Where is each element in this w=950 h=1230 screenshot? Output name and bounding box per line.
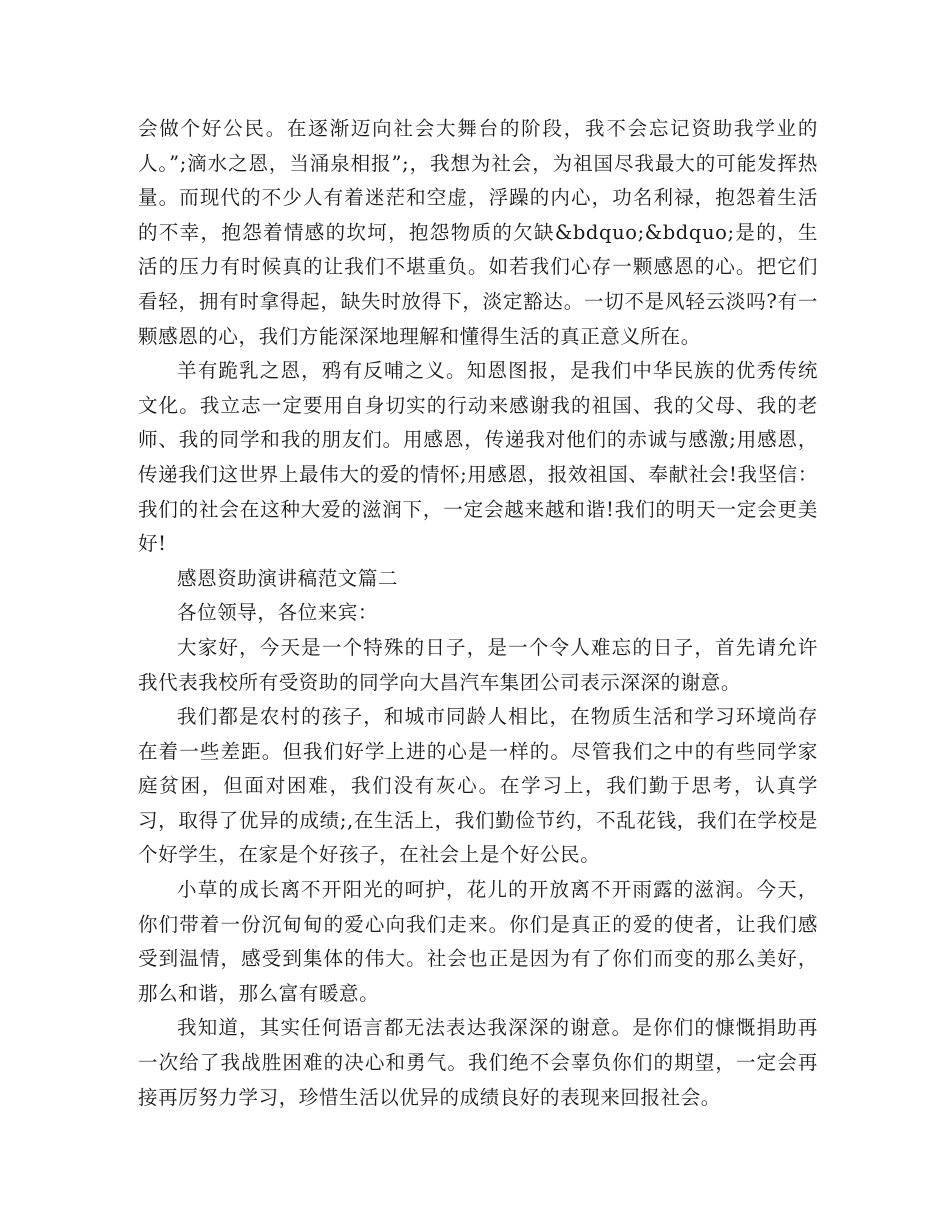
paragraph-greeting: 大家好，今天是一个特殊的日子，是一个令人难忘的日子，首先请允许我代表我校所有受资助的同学向大昌汽车集团公司表示深深的谢意。 [138,635,818,694]
document-body [138,112,818,1115]
paragraph-grass-growth: 小草的成长离不开阳光的呵护，花儿的开放离不开雨露的滋润。今天，你们带着一份沉甸甸的爱心向我们走来。你们是真正的爱的使者，让我们感受到温情，感受到集体的伟大。社会也正是因为有了你们而变的那么美好，那么和谐，那么富有暖意。 [138,878,818,1005]
paragraph-continued: 会做个好公民。在逐渐迈向社会大舞台的阶段，我不会忘记资助我学业的人。”;滴水之恩，当涌泉相报”;，我想为社会，为祖国尽我最大的可能发挥热量。而现代的不少人有着迷茫和空虚，浮躁的内心，功名利禄，抱怨着生活的不幸，抱怨着情感的坎坷，抱怨物质的欠缺&bdquo;&bdquo;是的，生活的压力有时候真的让我们不堪重负。如若我们心存一颗感恩的心。把它们看轻，拥有时拿得起，缺失时放得下，淡定豁达。一切不是风轻云淡吗?有一颗感恩的心，我们方能深深地理解和懂得生活的真正意义所在。 [138,117,818,348]
paragraph-gratitude: 羊有跪乳之恩，鸦有反哺之义。知恩图报，是我们中华民族的优秀传统文化。我立志一定要用自身切实的行动来感谢我的祖国、我的父母、我的老师、我的同学和我的朋友们。用感恩，传递我对他们的赤诚与感激;用感恩，传递我们这世界上最伟大的爱的情怀;用感恩，报效祖国、奉献社会!我坚信：我们的社会在这种大爱的滋润下，一定会越来越和谐!我们的明天一定会更美好! [138,359,818,556]
salutation: 各位领导，各位来宾： [177,601,379,625]
paragraph-thanks: 我知道，其实任何语言都无法表达我深深的谢意。是你们的慷慨捐助再一次给了我战胜困难的决心和勇气。我们绝不会辜负你们的期望，一定会再接再厉努力学习，珍惜生活以优异的成绩良好的表现来回报社会。 [138,1016,818,1109]
section-heading: 感恩资助演讲稿范文篇二 [177,566,399,590]
paragraph-rural-children: 我们都是农村的孩子，和城市同龄人相比，在物质生活和学习环境尚存在着一些差距。但我们好学上进的心是一样的。尽管我们之中的有些同学家庭贫困，但面对困难，我们没有灰心。在学习上，我们勤于思考，认真学习，取得了优异的成绩;,在生活上，我们勤俭节约，不乱花钱，我们在学校是个好学生，在家是个好孩子，在社会上是个好公民。 [138,705,818,867]
